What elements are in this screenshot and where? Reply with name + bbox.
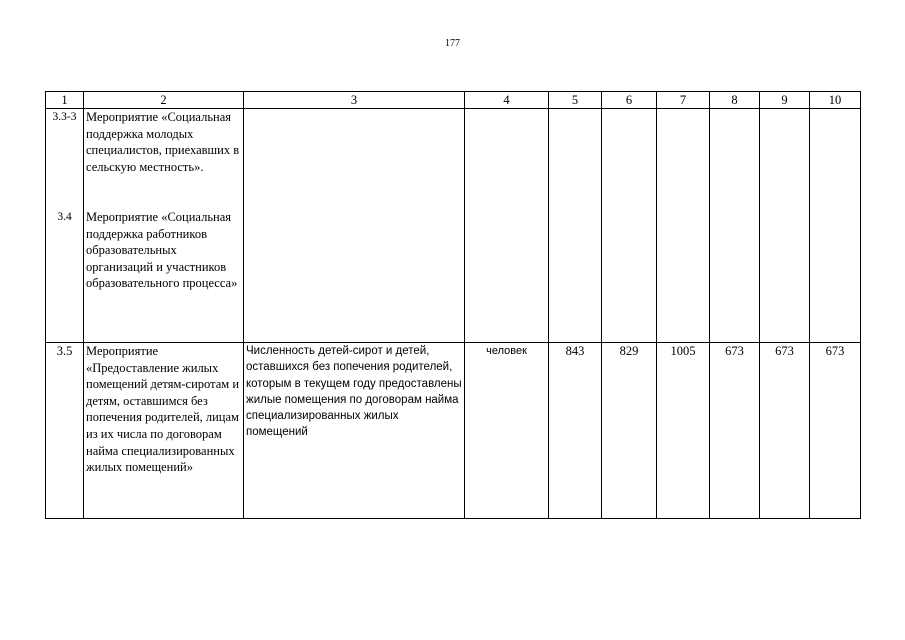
header-col-1: 1 <box>46 92 84 109</box>
row-number-cell <box>46 109 84 343</box>
row-number: 3.4 <box>57 210 72 223</box>
header-row <box>46 92 861 109</box>
header-col-4: 4 <box>465 92 549 109</box>
indicator-text: Численность детей-сирот и детей, оставшихся без попечения родителей, которым в текущем году предоставлены жилые помещения по договорам найма специализированных жилых помещений <box>244 343 465 519</box>
row-number: 3.3-3 <box>52 111 77 123</box>
measure-name: Мероприятие «Социальная поддержка работников образовательных организаций и участников образовательного процесса» <box>86 210 238 291</box>
value-cell: 1005 <box>657 343 710 519</box>
page-number: 177 <box>445 38 460 49</box>
table-row <box>46 109 861 343</box>
value-cell <box>602 109 657 343</box>
header-col-2: 2 <box>84 92 244 109</box>
value-cell: 843 <box>549 343 602 519</box>
value-cell <box>760 109 810 343</box>
header-col-8: 8 <box>710 92 760 109</box>
value-cell <box>810 109 861 343</box>
row-number: 3.5 <box>46 343 84 519</box>
value-cell <box>710 109 760 343</box>
measures-table <box>45 91 861 519</box>
header-col-10: 10 <box>810 92 861 109</box>
header-col-6: 6 <box>602 92 657 109</box>
value-cell: 673 <box>710 343 760 519</box>
indicator-cell <box>244 109 465 343</box>
value-cell: 673 <box>810 343 861 519</box>
table-row <box>46 343 861 519</box>
value-cell <box>657 109 710 343</box>
measure-name: Мероприятие «Социальная поддержка молодых специалистов, приехавших в сельскую местность». <box>86 110 240 174</box>
unit-cell <box>465 109 549 343</box>
value-cell: 829 <box>602 343 657 519</box>
header-col-3: 3 <box>244 92 465 109</box>
header-col-5: 5 <box>549 92 602 109</box>
header-col-7: 7 <box>657 92 710 109</box>
header-col-9: 9 <box>760 92 810 109</box>
value-cell: 673 <box>760 343 810 519</box>
measure-name: Мероприятие «Предоставление жилых помещений детям-сиротам и детям, оставшимся без попечения родителей, лицам из их числа по договорам найма специализированных жилых помещений» <box>84 343 244 519</box>
unit-cell: человек <box>465 343 549 519</box>
value-cell <box>549 109 602 343</box>
measure-name-cell <box>84 109 244 343</box>
